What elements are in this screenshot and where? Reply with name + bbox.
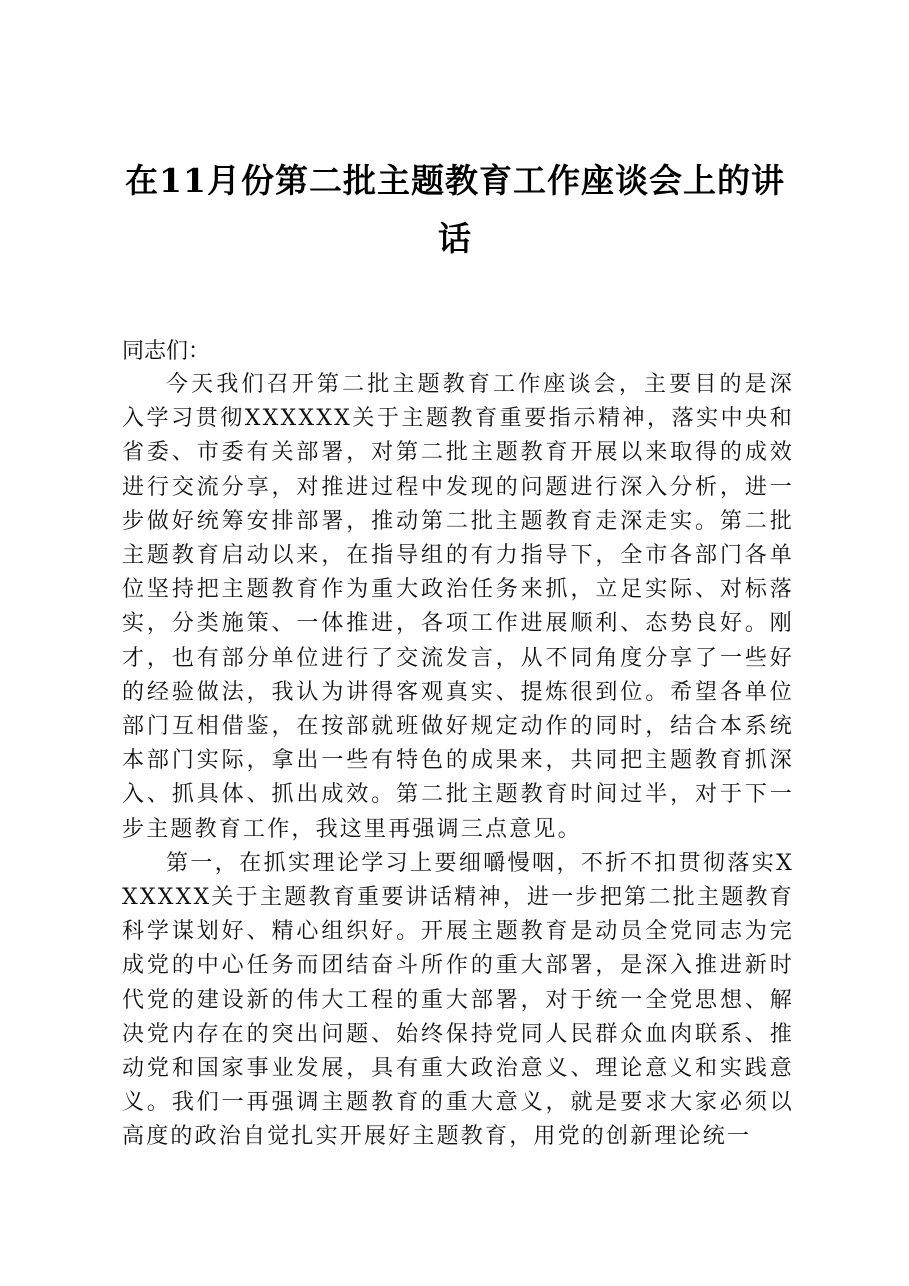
body-paragraph: 第一，在抓实理论学习上要细嚼慢咽，不折不扣贯彻落实XXXXXX关于主题教育重要讲话精神，进一步把第二批主题教育科学谋划好、精心组织好。开展主题教育是动员全党同志为完成党的中心任务而团结奋斗所作的重大部署，是深入推进新时代党的建设新的伟大工程的重大部署，对于统一全党思想、解决党内存在的突出问题、始终保持党同人民群众血肉联系、推动党和国家事业发展，具有重大政治意义、理论意义和实践意义。我们一再强调主题教育的重大意义，就是要求大家必须以高度的政治自觉扎实开展好主题教育，用党的创新理论统一 <box>122 850 794 1150</box>
document-title: 在11月份第二批主题教育工作座谈会上的讲话 <box>125 161 785 258</box>
body-paragraph: 今天我们召开第二批主题教育工作座谈会，主要目的是深入学习贯彻XXXXXX关于主题教育重要指示精神，落实中央和省委、市委有关部署，对第二批主题教育开展以来取得的成效进行交流分享，对推进过程中发现的问题进行深入分析，进一步做好统筹安排部署，推动第二批主题教育走深走实。第二批主题教育启动以来，在指导组的有力指导下，全市各部门各单位坚持把主题教育作为重大政治任务来抓，立足实际、对标落实，分类施策、一体推进，各项工作进展顺利、态势良好。刚才，也有部分单位进行了交流发言，从不同角度分享了一些好的经验做法，我认为讲得客观真实、提炼很到位。希望各单位部门互相借鉴，在按部就班做好规定动作的同时，结合本系统本部门实际，拿出一些有特色的成果来，共同把主题教育抓深入、抓具体、抓出成效。第二批主题教育时间过半，对于下一步主题教育工作，我这里再强调三点意见。 <box>122 372 794 842</box>
salutation: 同志们： <box>122 339 211 364</box>
document-body <box>122 368 794 1155</box>
